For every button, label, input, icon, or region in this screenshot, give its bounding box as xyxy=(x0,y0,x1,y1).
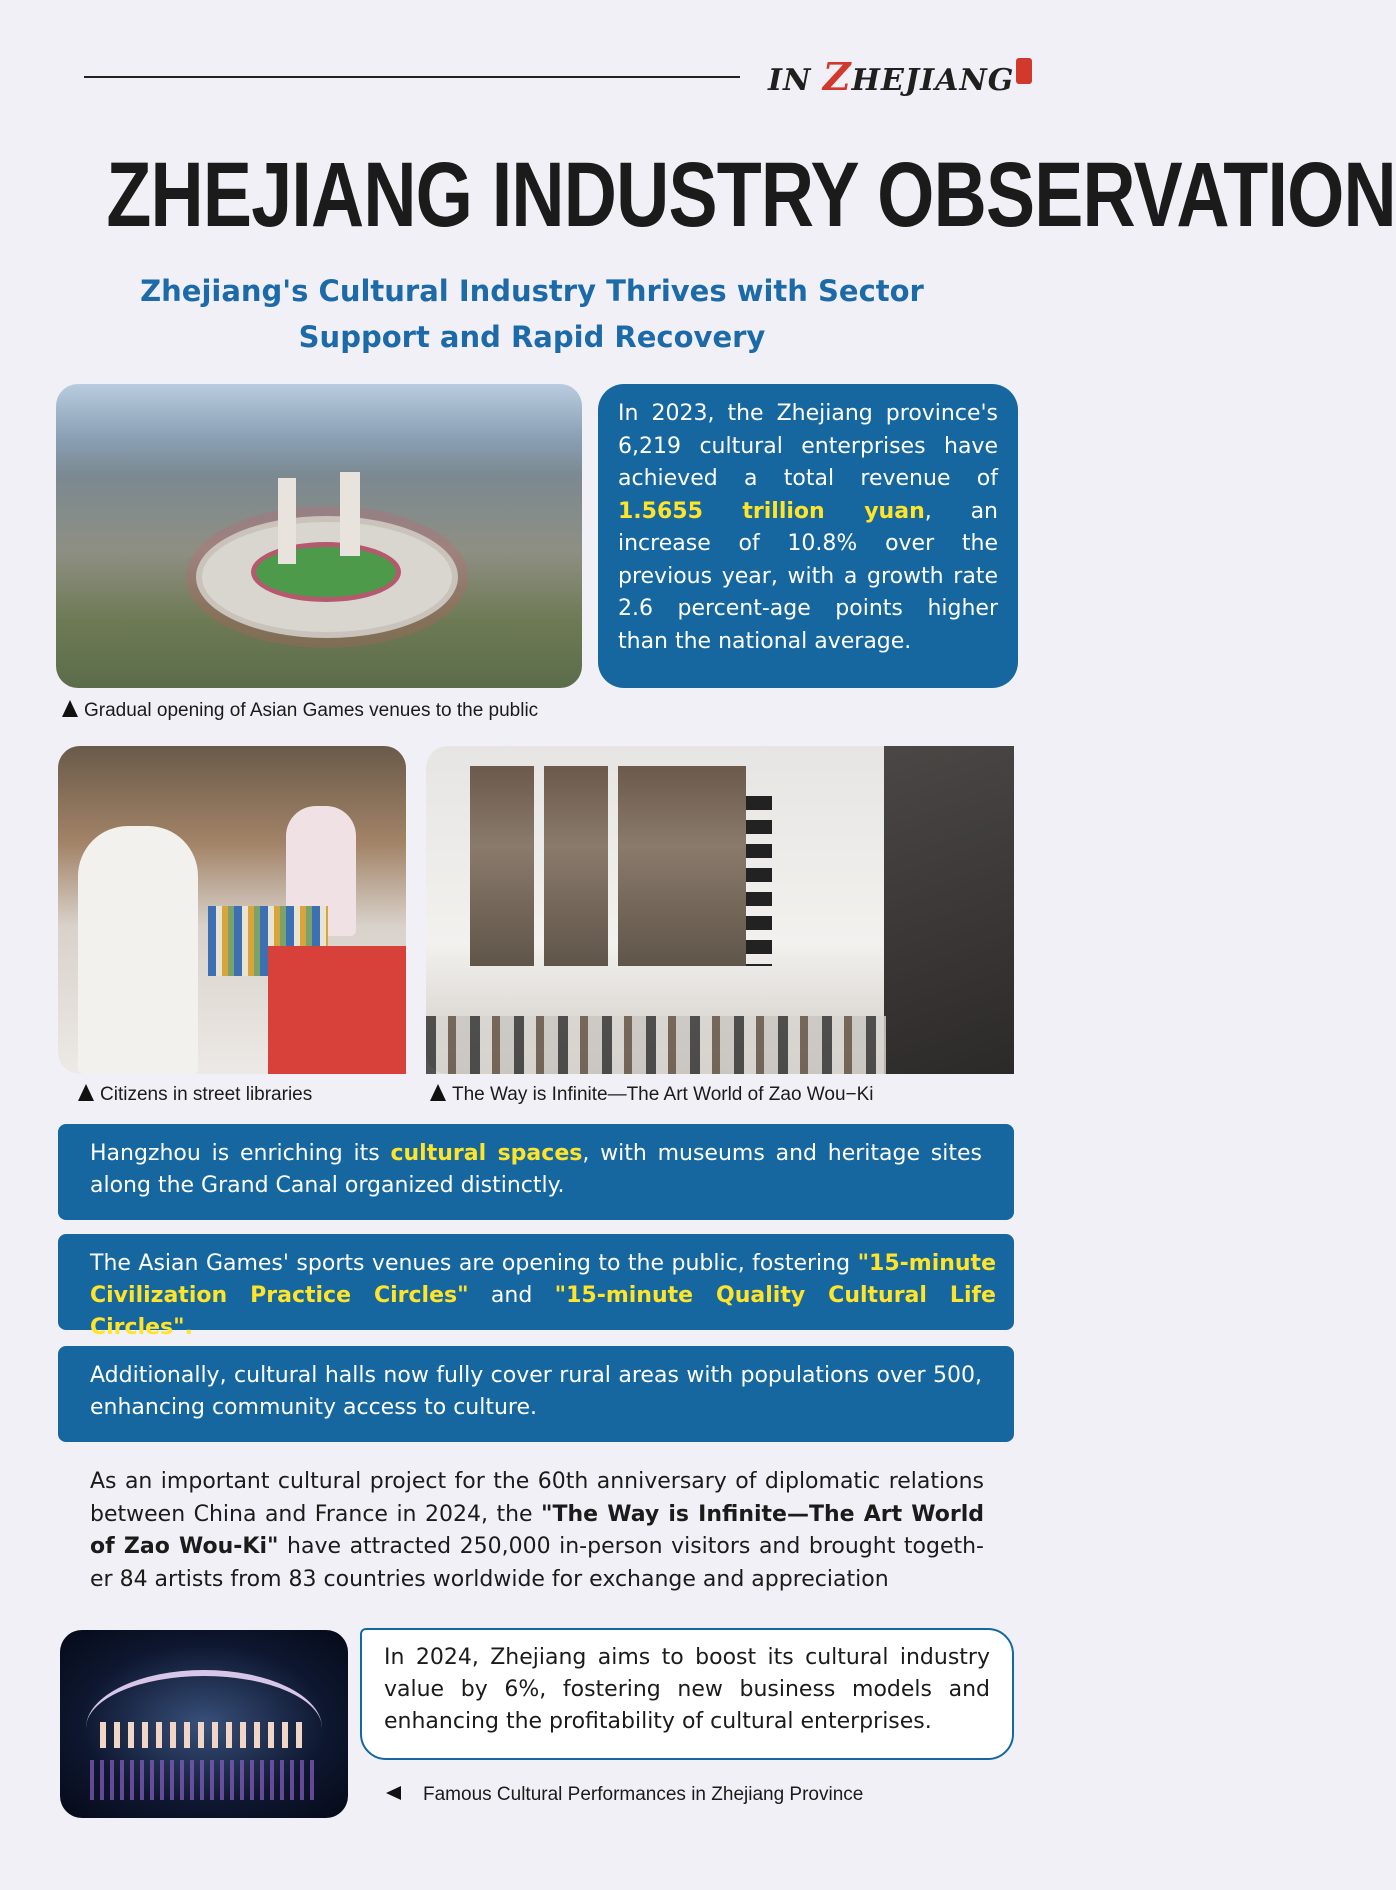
brand-rest: HEJIANG xyxy=(851,63,1015,98)
page-title: ZHEJIANG INDUSTRY OBSERVATION xyxy=(106,144,1396,246)
spaces-text-1: Hangzhou is enriching its xyxy=(90,1141,391,1166)
paragraph-bold: "The Way is Infinite—The Art World of Zao Wou-Ki" xyxy=(90,1501,984,1559)
visitors-crowd xyxy=(426,1016,886,1074)
caption-arrow-icon xyxy=(430,1084,446,1101)
painting xyxy=(682,766,746,966)
asian-games-band xyxy=(58,1234,1014,1340)
venues-highlight-2: "15-minute Quality Cultural Life Circles". xyxy=(90,1283,996,1340)
library-caption-text: Citizens in street libraries xyxy=(100,1084,313,1105)
revenue-text-part1: In 2023, the Zhejiang province's 6,219 cultural enterprises have achieved a total revenue of xyxy=(618,401,998,491)
spaces-highlight: cultural spaces xyxy=(390,1141,583,1166)
seal-icon xyxy=(1016,58,1032,84)
spaces-text-2: , with museums and heritage sites along the Grand Canal organized distinctly. xyxy=(90,1141,982,1198)
performance-caption xyxy=(386,1784,863,1806)
stadium-field xyxy=(251,542,401,602)
brand-in: IN xyxy=(768,63,812,98)
cultural-spaces-band xyxy=(58,1124,1014,1220)
gallery-photo xyxy=(426,746,1014,1074)
stadium-caption-text: Gradual opening of Asian Games venues to the public xyxy=(84,700,539,721)
revenue-text-part2: , an increase of 10.8% over the previous year, with a growth rate 2.6 percent-age points higher than the national average. xyxy=(618,498,998,654)
gallery-caption-text: The Way is Infinite—The Art World of Zao Wou−Ki xyxy=(452,1084,874,1105)
bookshelf xyxy=(268,946,406,1074)
venues-text-1: The Asian Games' sports venues are opening to the public, fostering xyxy=(90,1251,858,1276)
caption-arrow-icon xyxy=(78,1084,94,1101)
water-reflection xyxy=(90,1760,320,1800)
painting xyxy=(470,766,534,966)
venues-highlight-1: "15-minute Civilization Practice Circles" xyxy=(90,1251,996,1308)
goal-box xyxy=(360,1628,1014,1760)
stadium-tower xyxy=(278,478,296,564)
calligraphy xyxy=(746,796,772,966)
brand-z: Z xyxy=(822,54,852,99)
paragraph-text-2: have attracted 250,000 in-person visitors and brought togeth-er 84 artists from 83 countries worldwide for exchange and appreciation xyxy=(90,1534,984,1592)
rural-text: Additionally, cultural halls now fully cover rural areas with populations over 500, enhancing community access to culture. xyxy=(90,1363,982,1420)
stadium-photo xyxy=(56,384,582,688)
performance-caption-text: Famous Cultural Performances in Zhejiang Province xyxy=(423,1784,864,1805)
caption-arrow-left-icon xyxy=(386,1786,401,1800)
painting xyxy=(544,766,608,966)
stadium-caption xyxy=(62,700,538,722)
dancers xyxy=(100,1722,310,1748)
sculpture xyxy=(884,746,1014,1074)
zao-wouki-paragraph xyxy=(90,1466,984,1596)
performance-photo xyxy=(60,1630,348,1818)
library-caption xyxy=(78,1084,312,1106)
revenue-highlight: 1.5655 trillion yuan xyxy=(618,498,925,524)
rural-halls-band xyxy=(58,1346,1014,1442)
citizen-figure xyxy=(78,826,198,1074)
revenue-text xyxy=(618,398,998,658)
gallery-caption xyxy=(430,1084,874,1106)
header-rule xyxy=(84,76,740,78)
painting xyxy=(618,766,682,966)
caption-arrow-icon xyxy=(62,700,78,717)
goal-text: In 2024, Zhejiang aims to boost its cultural industry value by 6%, fostering new business models and enhancing the profitability of cultural enterprises. xyxy=(384,1645,990,1734)
paragraph-text-1: As an important cultural project for the 60th anniversary of diplomatic relations between China and France in 2024, the xyxy=(90,1469,984,1527)
page-subtitle: Zhejiang's Cultural Industry Thrives with Sector Support and Rapid Recovery xyxy=(140,274,924,354)
library-photo xyxy=(58,746,406,1074)
stadium-tower xyxy=(340,472,360,556)
venues-text-2: and xyxy=(468,1283,555,1308)
brand-logo xyxy=(768,54,1032,100)
revenue-box xyxy=(598,384,1018,688)
